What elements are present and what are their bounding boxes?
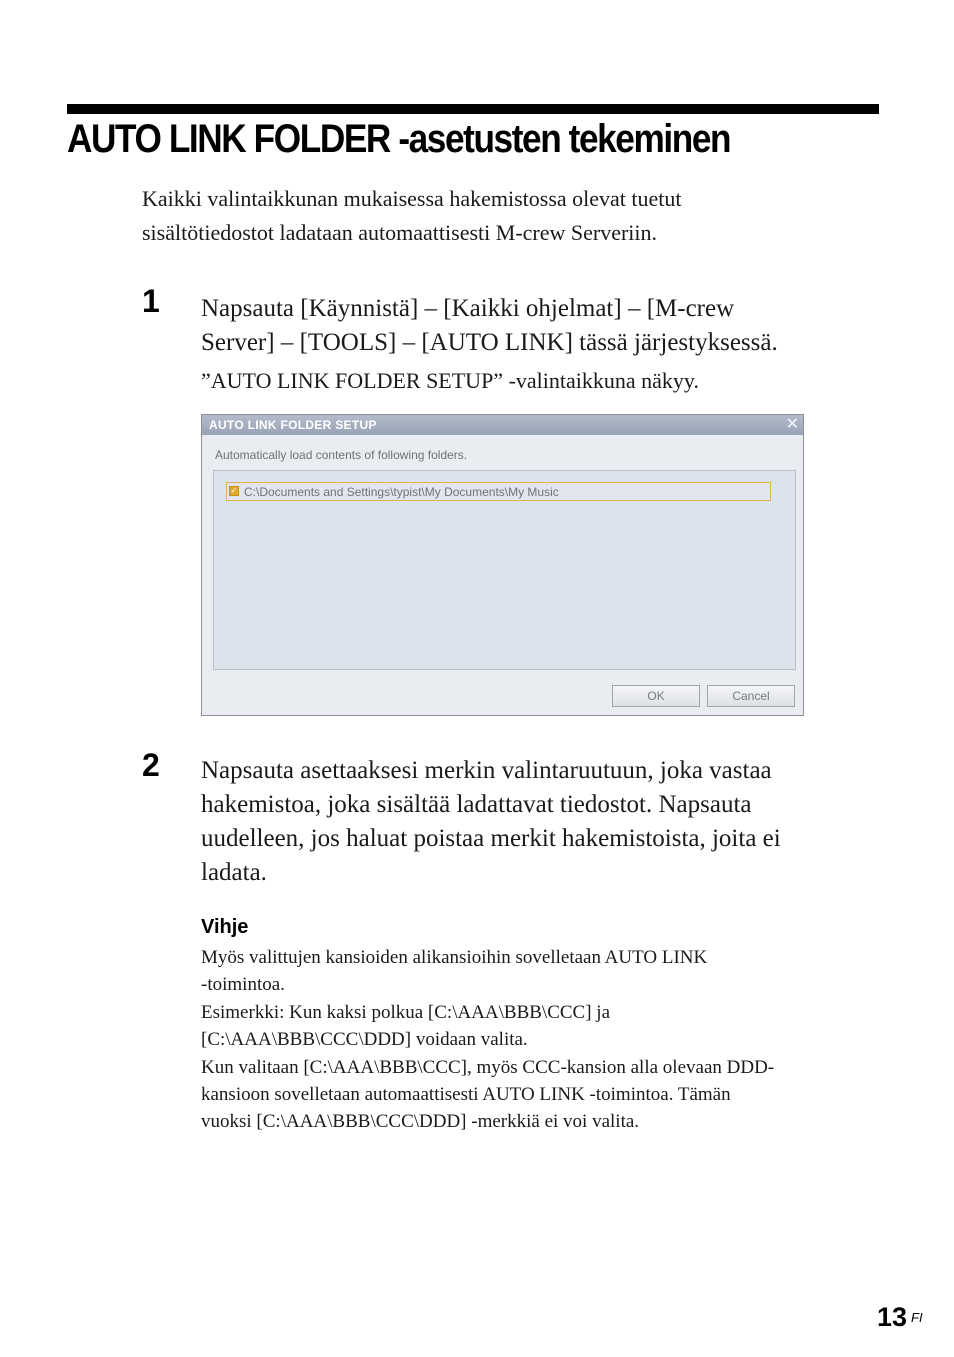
tip-line: kansioon sovelletaan automaattisesti AUTO LINK -toimintoa. Tämän: [201, 1084, 731, 1106]
tip-line: Kun valitaan [C:\AAA\BBB\CCC], myös CCC-kansion alla olevaan DDD-: [201, 1056, 775, 1078]
page-title: AUTO LINK FOLDER -asetusten tekeminen: [67, 117, 731, 161]
cancel-button[interactable]: Cancel: [707, 685, 795, 707]
step-2-text: [201, 754, 891, 890]
ok-button[interactable]: OK: [612, 685, 700, 707]
tip-line: Esimerkki: Kun kaksi polkua [C:\AAA\BBB\CCC] ja: [201, 1001, 611, 1023]
tip-line: vuoksi [C:\AAA\BBB\CCC\DDD] -merkkiä ei voi valita.: [201, 1111, 640, 1133]
tip-heading: Vihje: [201, 916, 249, 938]
step-2-line: ladata.: [201, 859, 267, 886]
step-2-line: Napsauta asettaaksesi merkin valintaruutuun, joka vastaa: [201, 757, 772, 784]
step-1-line: Napsauta [Käynnistä] – [Kaikki ohjelmat] – [M-crew: [201, 295, 735, 322]
step-2-number: 2: [142, 747, 160, 783]
step-1-number: 1: [142, 283, 160, 319]
tip-line: -toimintoa.: [201, 974, 285, 996]
auto-link-folder-setup-dialog: [201, 414, 804, 716]
step-2-line: hakemistoa, joka sisältää ladattavat tiedostot. Napsauta: [201, 791, 752, 818]
step-1-line: Server] – [TOOLS] – [AUTO LINK] tässä järjestyksessä.: [201, 329, 778, 356]
intro-line: Kaikki valintaikkunan mukaisessa hakemistossa olevat tuetut: [142, 186, 682, 211]
dialog-titlebar: [202, 415, 803, 435]
folder-list-item[interactable]: [226, 482, 771, 501]
close-icon[interactable]: ✕: [785, 416, 799, 433]
tip-text: [201, 944, 891, 1136]
folder-path: C:\Documents and Settings\typist\My Documents\My Music: [244, 485, 559, 499]
tip-line: Myös valittujen kansioiden alikansioihin sovelletaan AUTO LINK: [201, 947, 708, 968]
step-1-text: [201, 292, 891, 360]
dialog-title: AUTO LINK FOLDER SETUP: [209, 418, 377, 432]
intro-line: sisältötiedostot ladataan automaattisesti M-crew Serveriin.: [142, 220, 658, 245]
intro-paragraph: [142, 182, 862, 250]
folder-checkbox[interactable]: ✓: [230, 486, 238, 495]
tip-line: [C:\AAA\BBB\CCC\DDD] voidaan valita.: [201, 1029, 528, 1051]
page-language-suffix: FI: [911, 1310, 923, 1325]
step-2-line: uudelleen, jos haluat poistaa merkit hakemistoista, joita ei: [201, 825, 781, 852]
dialog-description: Automatically load contents of following folders.: [215, 448, 468, 462]
heading-rule: [67, 104, 879, 114]
step-1-note: ”AUTO LINK FOLDER SETUP” -valintaikkuna näkyy.: [201, 368, 699, 393]
page-number: 13: [877, 1302, 908, 1332]
